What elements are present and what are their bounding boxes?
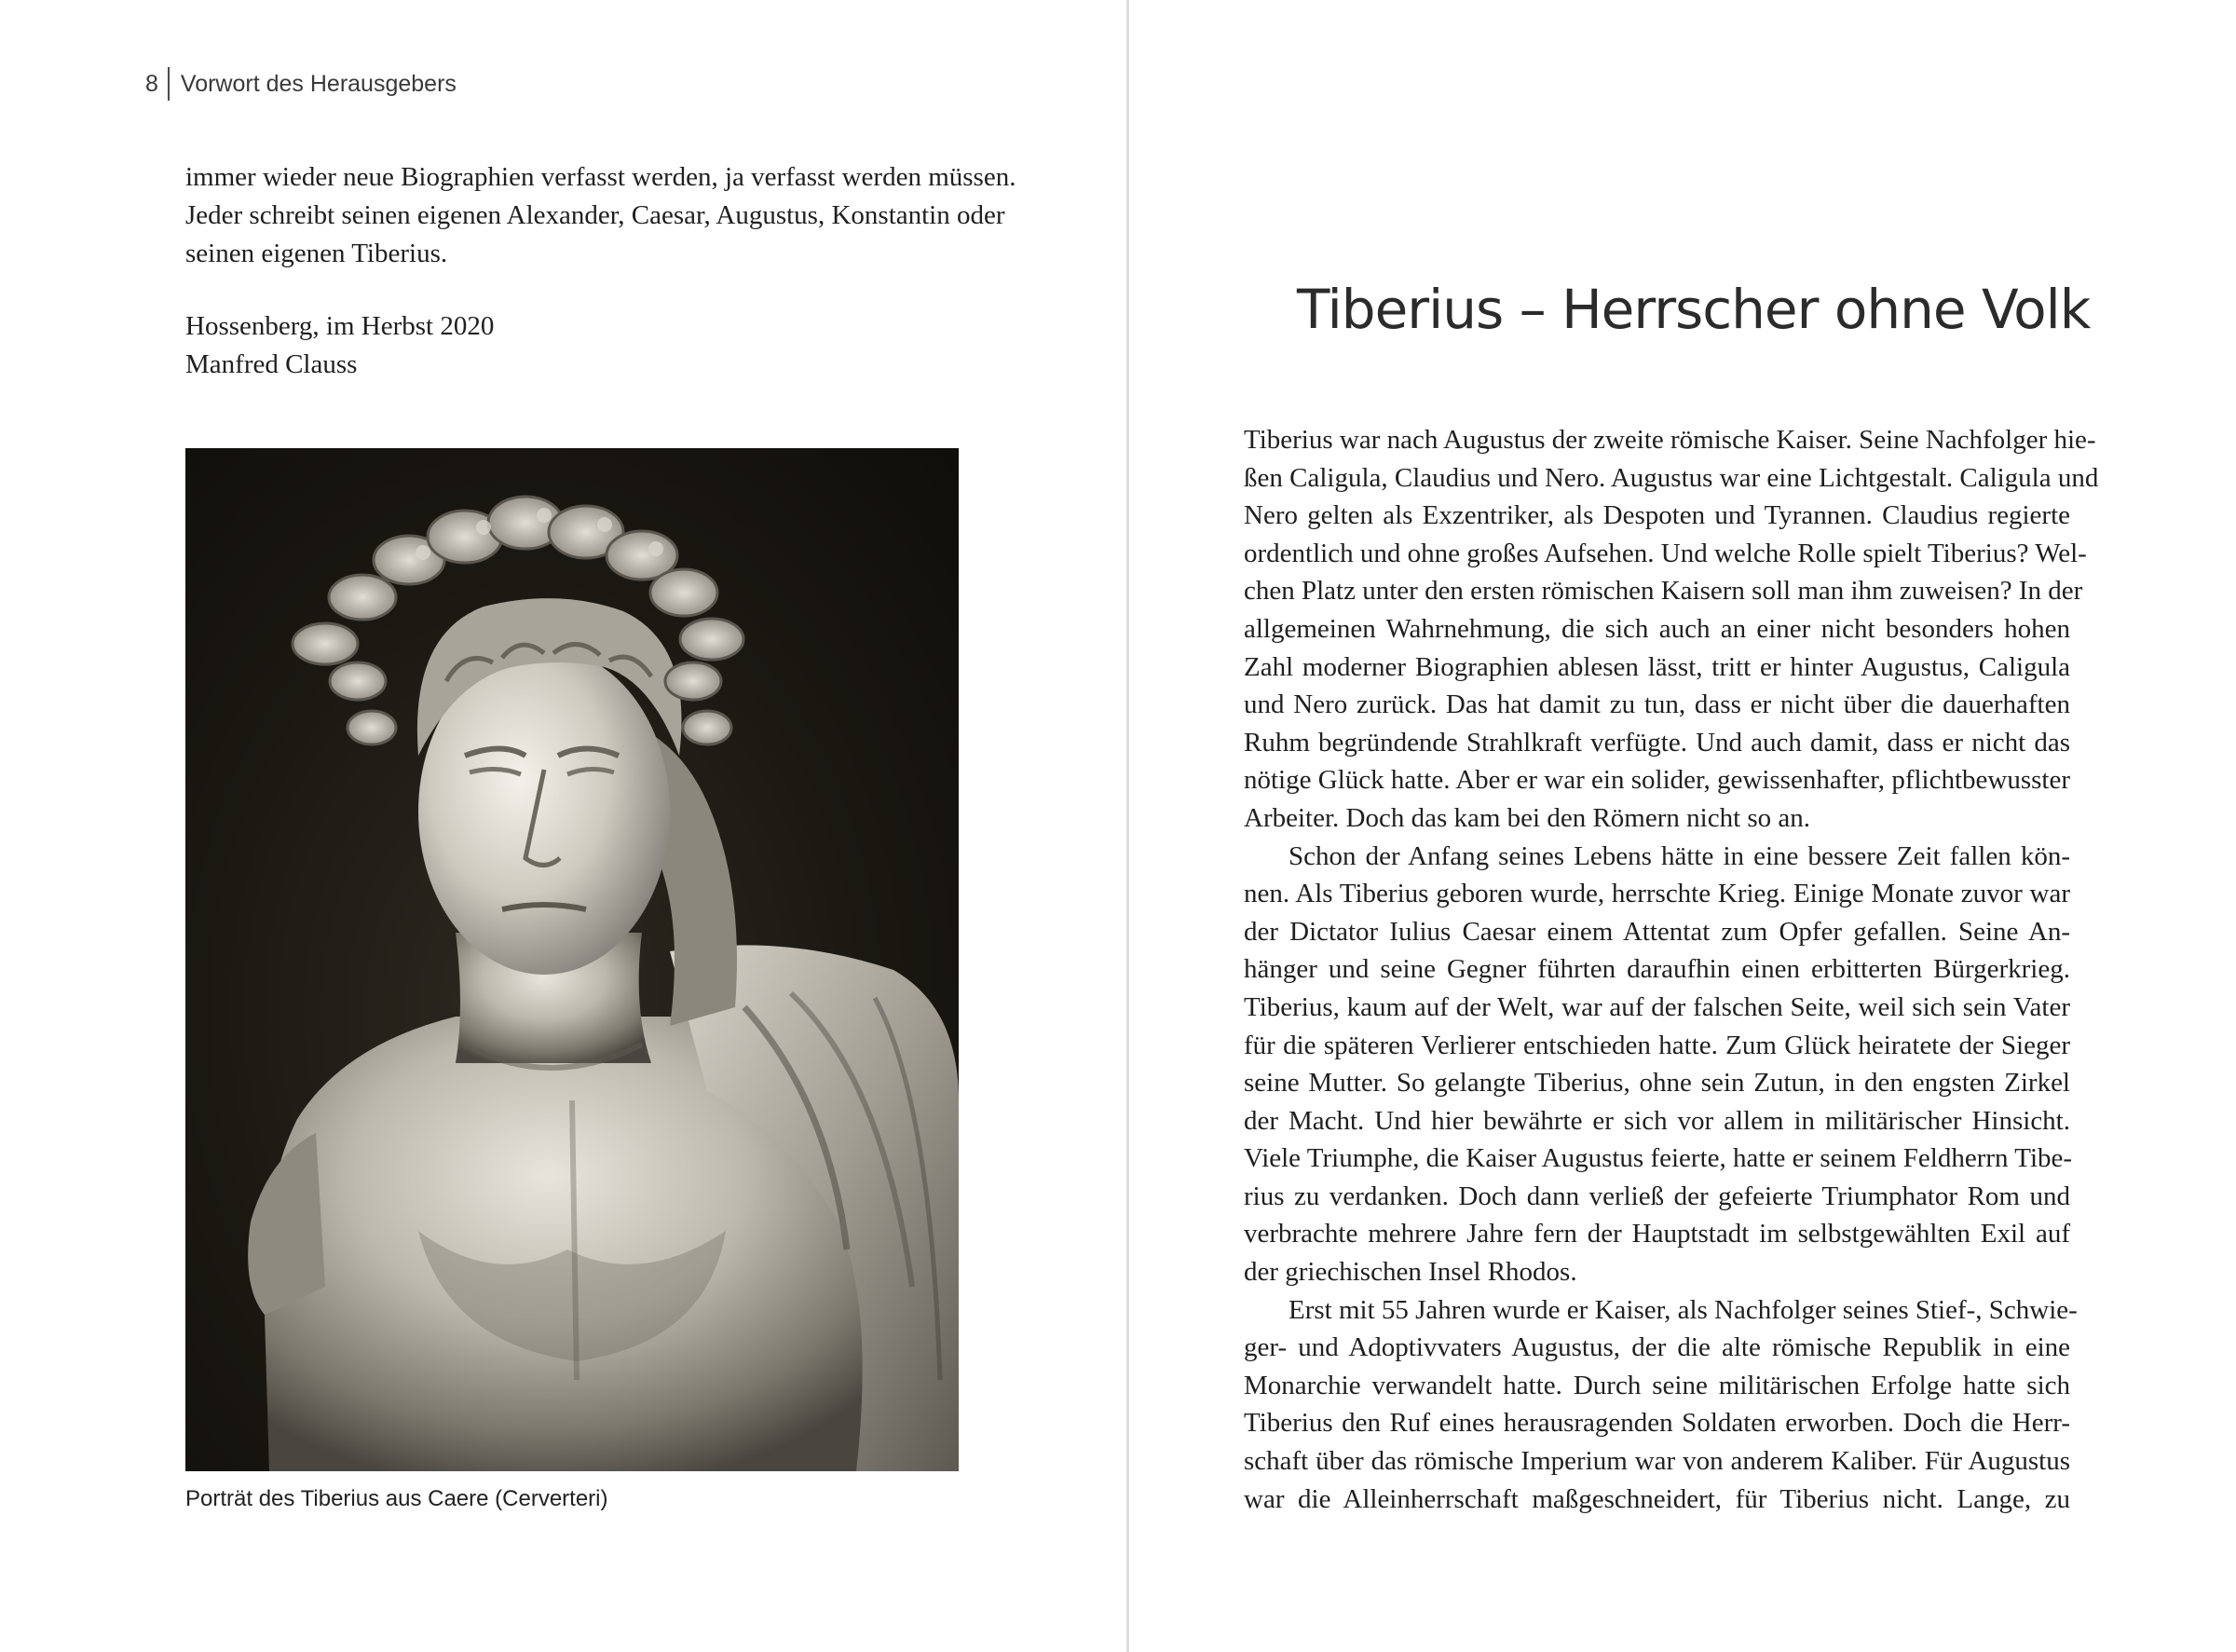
text-line: immer wieder neue Biographien verfasst werden, ja verfasst werden müssen. — [185, 162, 1016, 192]
text-line: allgemeinen Wahrnehmung, die sich auch an einer nicht besonders hohen — [1244, 613, 2070, 644]
page-number: 8 — [145, 70, 158, 97]
text-line: Ruhm begründende Strahlkraft verfügte. Und auch damit, dass er nicht das — [1244, 727, 2070, 758]
statue-illustration — [185, 448, 959, 1471]
text-line: und Nero zurück. Das hat damit zu tun, dass er nicht über die dauerhaften — [1244, 689, 2070, 720]
text-line: hänger und seine Gegner führten daraufhin einen erbitterten Bürgerkrieg. — [1244, 954, 2070, 985]
text-line: Tiberius den Ruf eines herausragenden Soldaten erworben. Doch die Herr- — [1244, 1408, 2070, 1439]
running-head — [145, 65, 457, 102]
text-line: der griechischen Insel Rhodos. — [1244, 1257, 1577, 1288]
chapter-body — [1244, 421, 2099, 1518]
text-line: für die späteren Verlierer entschieden hatte. Zum Glück heiratete der Sieger — [1244, 1030, 2070, 1060]
figure-caption: Porträt des Tiberius aus Caere (Cerverteri) — [185, 1486, 608, 1511]
text-line: verbrachte mehrere Jahre fern der Hauptstadt im selbstgewählten Exil auf — [1244, 1219, 2070, 1249]
text-line: der Macht. Und hier bewährte er sich vor allem in militärischer Hinsicht. — [1244, 1105, 2070, 1136]
text-line: Nero gelten als Exzentriker, als Despoten und Tyrannen. Claudius regierte — [1244, 500, 2070, 531]
text-line: Zahl moderner Biographien ablesen lässt, tritt er hinter Augustus, Caligula — [1244, 651, 2070, 682]
text-line: Erst mit 55 Jahren wurde er Kaiser, als Nachfolger seines Stief-, Schwie- — [1288, 1294, 2078, 1325]
text-line: seine Mutter. So gelangte Tiberius, ohne sein Zutun, in den engsten Zirkel — [1244, 1068, 2070, 1099]
text-line: rius zu verdanken. Doch dann verließ der gefeierte Triumphator Rom und — [1244, 1181, 2070, 1211]
text-line: schaft über das römische Imperium war von anderem Kaliber. Für Augustus — [1244, 1446, 2070, 1477]
right-page — [1129, 0, 2236, 1652]
text-line: ßen Caligula, Claudius und Nero. Augustus war eine Lichtgestalt. Caligula und — [1244, 462, 2099, 493]
chapter-title: Tiberius – Herrscher ohne Volk — [1297, 278, 2091, 341]
place-date: Hossenberg, im Herbst 2020 — [185, 311, 495, 341]
text-line: nen. Als Tiberius geboren wurde, herrschte Krieg. Einige Monate zuvor war — [1244, 879, 2070, 909]
text-line: seinen eigenen Tiberius. — [185, 239, 448, 268]
text-line: war die Alleinherrschaft maßgeschneidert, für Tiberius nicht. Lange, zu — [1244, 1483, 2070, 1514]
running-head-rule — [168, 67, 170, 101]
text-line: Schon der Anfang seines Lebens hätte in eine bessere Zeit fallen kön- — [1288, 840, 2070, 871]
signature-block — [185, 307, 744, 384]
text-line: Tiberius, kaum auf der Welt, war auf der falschen Seite, weil sich sein Vater — [1244, 991, 2070, 1022]
text-line: ger- und Adoptivvaters Augustus, der die alte römische Republik in eine — [1244, 1332, 2070, 1363]
text-line: Monarchie verwandelt hatte. Durch seine militärischen Erfolge hatte sich — [1244, 1370, 2070, 1400]
text-line: Jeder schreibt seinen eigenen Alexander, Caesar, Augustus, Konstantin oder — [185, 200, 1005, 230]
preface-paragraph — [185, 158, 1024, 273]
author-name: Manfred Clauss — [185, 349, 358, 379]
text-line: Arbeiter. Doch das kam bei den Römern nicht so an. — [1244, 802, 1811, 833]
text-line: der Dictator Iulius Caesar einem Attentat zum Opfer gefallen. Seine An- — [1244, 916, 2070, 947]
text-line: nötige Glück hatte. Aber er war ein solider, gewissenhafter, pflichtbewusster — [1244, 765, 2070, 796]
text-line: ordentlich und ohne großes Aufsehen. Und welche Rolle spielt Tiberius? Wel- — [1244, 538, 2087, 568]
text-line: Tiberius war nach Augustus der zweite römische Kaiser. Seine Nachfolger hie- — [1244, 425, 2096, 455]
text-line: chen Platz unter den ersten römischen Kaisern soll man ihm zuweisen? In der — [1244, 576, 2083, 607]
text-line: Viele Triumphe, die Kaiser Augustus feierte, hatte er seinem Feldherrn Tibe- — [1244, 1143, 2073, 1174]
running-head-title: Vorwort des Herausgebers — [180, 70, 457, 97]
tiberius-bust-photo — [185, 448, 959, 1471]
